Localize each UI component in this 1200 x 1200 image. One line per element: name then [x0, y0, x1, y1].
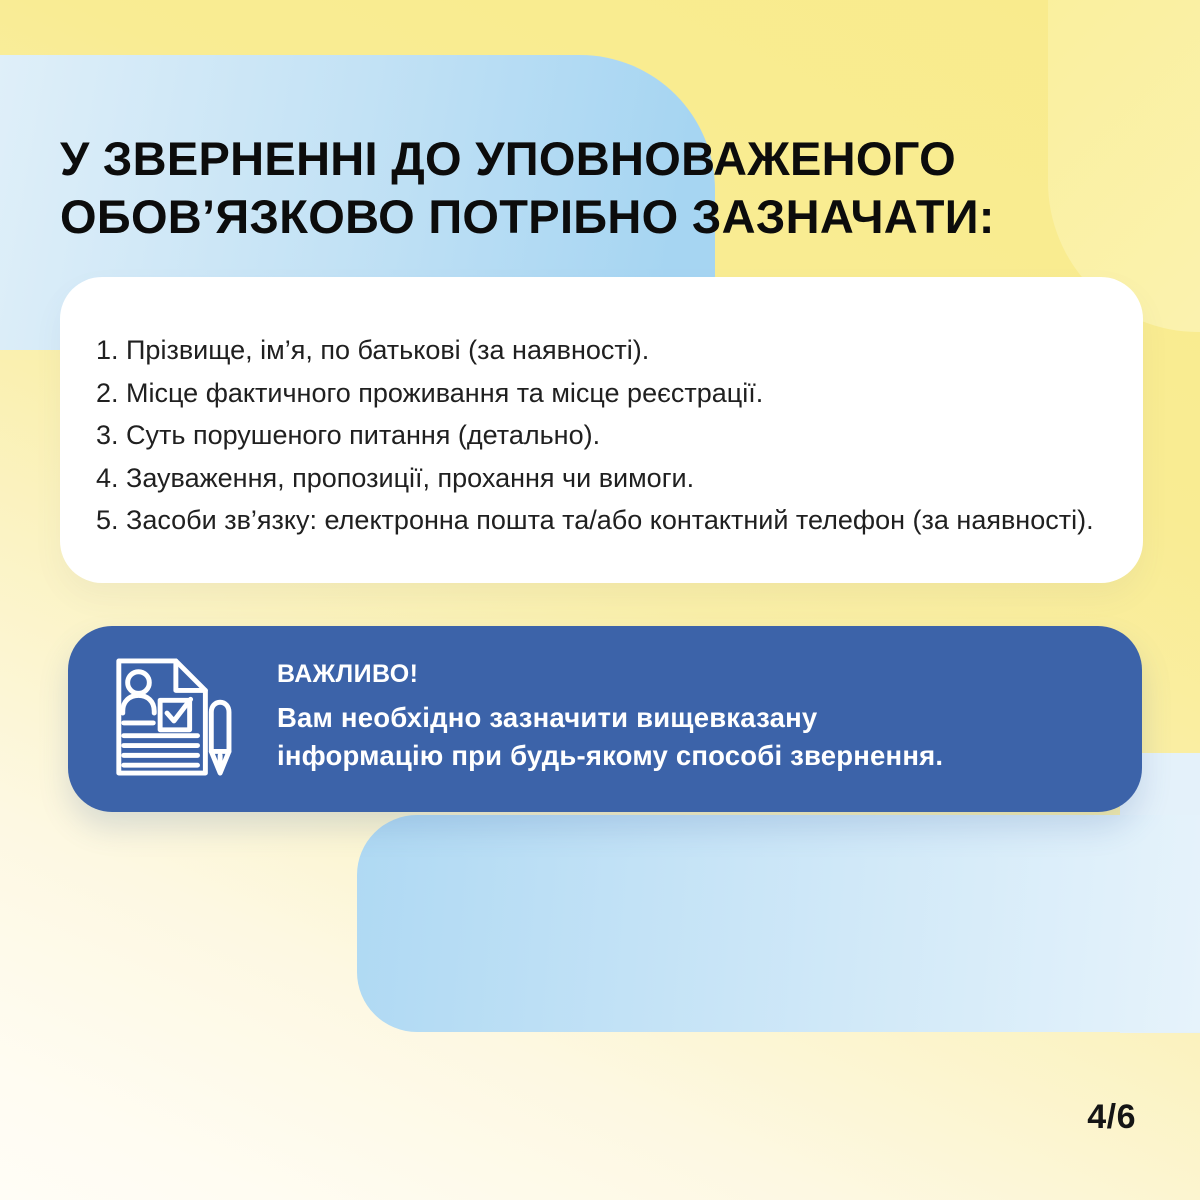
important-body-line-1: Вам необхідно зазначити вищевказану — [277, 702, 818, 733]
important-heading: ВАЖЛИВО! — [277, 660, 419, 688]
important-card-text — [277, 661, 943, 775]
important-body-line-2: інформацію при будь-якому способі звернення. — [277, 740, 944, 771]
bg-bottom-blue-shape — [357, 815, 1200, 1032]
requirement-item-1: 1. Прізвище, ім’я, по батькові (за наявності). — [96, 335, 650, 365]
requirement-item-4: 4. Зауваження, пропозиції, прохання чи вимоги. — [96, 462, 695, 493]
requirement-item-3: 3. Суть порушеного питання (детально). — [96, 420, 601, 451]
requirement-item-2: 2. Місце фактичного проживання та місце реєстрації. — [96, 377, 764, 408]
title-line-1: У ЗВЕРНЕННІ ДО УПОВНОВАЖЕНОГО — [60, 132, 956, 185]
page-indicator: 4/6 — [1087, 1098, 1136, 1136]
document-checklist-pen-icon — [103, 657, 233, 777]
page-title — [60, 130, 995, 246]
title-line-2: ОБОВ’ЯЗКОВО ПОТРІБНО ЗАЗНАЧАТИ: — [60, 190, 995, 243]
requirements-card — [60, 277, 1143, 583]
requirement-item-5: 5. Засоби зв’язку: електронна пошта та/або контактний телефон (за наявності). — [96, 505, 1094, 536]
